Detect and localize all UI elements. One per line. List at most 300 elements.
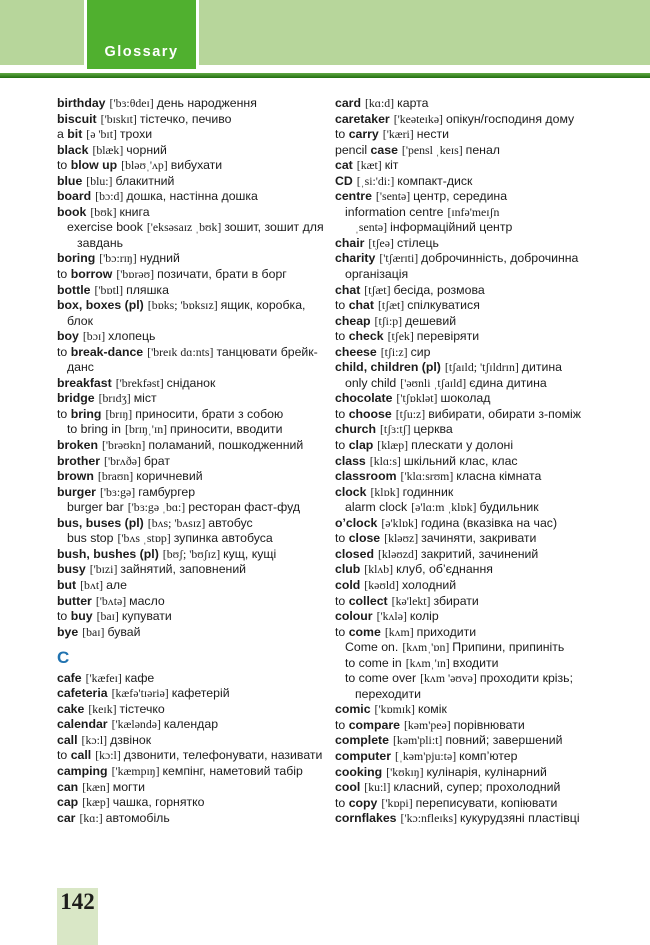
entry-word: club bbox=[335, 562, 361, 577]
entry-word: boring bbox=[57, 251, 96, 266]
entry-transcription: [kəm'peə] bbox=[403, 717, 451, 732]
entry-translation: купувати bbox=[121, 609, 172, 624]
entry-transcription: ['kæləndə] bbox=[111, 717, 161, 732]
entry-word: to come in bbox=[345, 655, 402, 670]
glossary-entry bbox=[335, 718, 623, 734]
glossary-entry bbox=[57, 407, 325, 423]
entry-prefix: a bbox=[57, 127, 68, 142]
entry-transcription: [blu:] bbox=[86, 173, 113, 188]
entry-word: close bbox=[348, 531, 381, 546]
entry-word: car bbox=[57, 810, 76, 825]
entry-translation: дитина bbox=[521, 360, 562, 375]
entry-word: breakfast bbox=[57, 375, 112, 390]
entry-word: only child bbox=[345, 375, 397, 390]
entry-word: burger bbox=[57, 484, 96, 499]
entry-transcription: [keɪk] bbox=[88, 701, 117, 716]
entry-word: cheese bbox=[335, 344, 377, 359]
entry-translation: трохи bbox=[119, 127, 153, 142]
entry-word: cooking bbox=[335, 764, 383, 779]
entry-word: caretaker bbox=[335, 111, 390, 126]
entry-transcription: [braʊn] bbox=[97, 469, 134, 484]
entry-translation: проходити крізь; переходити bbox=[355, 671, 573, 701]
glossary-entry bbox=[57, 454, 325, 470]
entry-translation: тістечко bbox=[119, 701, 165, 716]
entry-transcription: [brɪdʒ] bbox=[98, 391, 131, 406]
entry-word: CD bbox=[335, 173, 353, 188]
entry-word: chat bbox=[335, 282, 361, 297]
entry-translation: поламаний, пошкодженний bbox=[148, 438, 304, 453]
entry-transcription: ['pensl ˌkeɪs] bbox=[401, 142, 463, 157]
entry-transcription: [brɪŋ] bbox=[105, 406, 133, 421]
glossary-entry bbox=[335, 329, 623, 345]
entry-translation: комп’ютер bbox=[459, 748, 518, 763]
glossary-entry bbox=[335, 438, 623, 454]
glossary-entry bbox=[57, 174, 325, 190]
entry-translation: кіт bbox=[384, 158, 399, 173]
entry-transcription: ['kʌlə] bbox=[376, 609, 407, 624]
entry-translation: міст bbox=[133, 391, 157, 406]
entry-word: busy bbox=[57, 562, 86, 577]
entry-translation: перевіряти bbox=[416, 329, 480, 344]
entry-translation: ящик, коробка, блок bbox=[67, 298, 306, 328]
entry-translation: зайнятий, заповнений bbox=[120, 562, 247, 577]
entry-translation: карта bbox=[397, 96, 429, 110]
entry-transcription: ['bɒrəʊ] bbox=[116, 267, 155, 282]
entry-transcription: [bɒks; 'bɒksɪz] bbox=[147, 298, 218, 313]
glossary-entry bbox=[335, 547, 623, 563]
glossary-entry bbox=[57, 609, 325, 625]
entry-word: class bbox=[335, 453, 366, 468]
entry-transcription: [brɪŋˌ'ɪn] bbox=[125, 422, 168, 437]
entry-translation: шкільний клас, клас bbox=[403, 453, 518, 468]
entry-translation: коричневий bbox=[136, 469, 203, 484]
glossary-entry bbox=[335, 127, 623, 143]
entry-translation: приходити bbox=[416, 624, 477, 639]
entry-prefix: to bbox=[335, 624, 349, 639]
entry-word: bit bbox=[67, 127, 83, 142]
entry-transcription: [tʃi:z] bbox=[380, 344, 408, 359]
entry-transcription: ['bʌs ˌstɒp] bbox=[117, 531, 171, 546]
entry-word: boy bbox=[57, 329, 79, 344]
entry-translation: порівнювати bbox=[453, 717, 525, 732]
entry-word: Come on. bbox=[345, 640, 399, 655]
entry-translation: будильник bbox=[479, 500, 539, 515]
entry-transcription: ['kɒpi] bbox=[381, 795, 413, 810]
entry-word: but bbox=[57, 577, 77, 592]
entry-translation: центр, середина bbox=[413, 189, 508, 204]
entry-word: case bbox=[370, 142, 398, 157]
entry-transcription: [bʌs; 'bʌsɪz] bbox=[147, 515, 206, 530]
entry-translation: кулінарія, кулінарний bbox=[426, 764, 547, 779]
entry-prefix: to bbox=[335, 717, 349, 732]
entry-translation: книга bbox=[119, 204, 150, 219]
entry-translation: нудний bbox=[139, 251, 180, 266]
entry-word: birthday bbox=[57, 96, 106, 110]
entry-transcription: [ə 'bɪt] bbox=[86, 127, 117, 142]
entry-transcription: [kləʊz] bbox=[384, 531, 419, 546]
entry-translation: стілець bbox=[396, 235, 439, 250]
glossary-entry bbox=[335, 469, 623, 485]
entry-transcription: [tʃi:p] bbox=[374, 313, 403, 328]
glossary-entry bbox=[57, 625, 325, 641]
entry-word: check bbox=[348, 329, 384, 344]
entry-transcription: ['bɜ:θdeɪ] bbox=[109, 96, 154, 110]
entry-transcription: [kɔ:l] bbox=[95, 748, 121, 763]
glossary-entry bbox=[335, 205, 623, 236]
entry-transcription: [kʌm] bbox=[384, 624, 414, 639]
entry-word: book bbox=[57, 204, 87, 219]
entry-transcription: ['brʌðə] bbox=[104, 453, 141, 468]
entry-word: to come over bbox=[345, 671, 417, 686]
entry-transcription: ['kɒmɪk] bbox=[374, 702, 415, 717]
glossary-entry bbox=[57, 422, 325, 438]
glossary-entry bbox=[57, 547, 325, 563]
entry-transcription: [tʃu:z] bbox=[395, 406, 426, 421]
glossary-entry bbox=[57, 329, 325, 345]
entry-translation: календар bbox=[163, 717, 219, 732]
entry-translation: гамбургер bbox=[138, 484, 196, 499]
entry-word: butter bbox=[57, 593, 92, 608]
glossary-entry bbox=[335, 298, 623, 314]
entry-translation: зачиняти, закривати bbox=[421, 531, 537, 546]
entry-translation: бесіда, розмова bbox=[393, 282, 485, 297]
entry-word: clap bbox=[348, 438, 374, 453]
entry-word: copy bbox=[348, 795, 378, 810]
glossary-entry bbox=[57, 143, 325, 159]
entry-translation: сир bbox=[410, 344, 431, 359]
entry-translation: церква bbox=[413, 422, 453, 437]
glossary-entry bbox=[335, 609, 623, 625]
entry-translation: тістечко, печиво bbox=[139, 111, 232, 126]
entry-translation: входити bbox=[452, 655, 499, 670]
glossary-entry bbox=[335, 96, 623, 112]
entry-word: bush, bushes (pl) bbox=[57, 546, 159, 561]
glossary-entry bbox=[335, 189, 623, 205]
glossary-entry bbox=[335, 811, 623, 827]
entry-word: brother bbox=[57, 453, 101, 468]
entry-word: o’clock bbox=[335, 515, 378, 530]
glossary-entry bbox=[335, 283, 623, 299]
entry-word: colour bbox=[335, 609, 373, 624]
glossary-entry bbox=[57, 748, 325, 764]
entry-prefix: to bbox=[335, 406, 349, 421]
glossary-entry bbox=[57, 96, 325, 112]
entry-word: come bbox=[348, 624, 381, 639]
entry-translation: година (вказівка на час) bbox=[420, 515, 558, 530]
entry-transcription: ['klɑ:srʊm] bbox=[400, 469, 454, 484]
entry-transcription: [kæfə'tɪəriə] bbox=[111, 686, 169, 701]
entry-transcription: [baɪ] bbox=[96, 609, 119, 624]
entry-word: cornflakes bbox=[335, 811, 397, 826]
glossary-column-left bbox=[57, 96, 325, 826]
entry-translation: масло bbox=[129, 593, 165, 608]
glossary-entry bbox=[57, 189, 325, 205]
glossary-entry bbox=[335, 422, 623, 438]
entry-transcription: [kəm'pli:t] bbox=[393, 733, 443, 748]
page-number: 142 bbox=[60, 889, 95, 914]
entry-transcription: ['breɪk dɑ:nts] bbox=[147, 344, 214, 359]
glossary-entry bbox=[57, 811, 325, 827]
entry-word: cat bbox=[335, 158, 353, 173]
entry-word: broken bbox=[57, 438, 98, 453]
entry-transcription: [klʌb] bbox=[364, 562, 394, 577]
entry-translation: приносити, брати з собою bbox=[135, 406, 284, 421]
glossary-entry bbox=[57, 251, 325, 267]
entry-prefix: to bbox=[335, 438, 349, 453]
entry-transcription: [bləʊˌ'ʌp] bbox=[121, 158, 168, 173]
entry-transcription: [ə'lɑ:m ˌklɒk] bbox=[411, 500, 477, 515]
glossary-entry bbox=[57, 438, 325, 454]
entry-transcription: [ə'klɒk] bbox=[381, 515, 418, 530]
glossary-column-right bbox=[335, 96, 623, 827]
glossary-entry bbox=[335, 112, 623, 128]
entry-word: church bbox=[335, 422, 376, 437]
entry-translation: класна кімната bbox=[456, 469, 542, 484]
entry-translation: вибухати bbox=[170, 158, 223, 173]
entry-transcription: [kləʊzd] bbox=[377, 546, 418, 561]
entry-translation: вибирати, обирати з-поміж bbox=[428, 406, 582, 421]
entry-transcription: [kʌm 'əʊvə] bbox=[420, 671, 477, 686]
entry-transcription: [ˌsi:'di:] bbox=[356, 173, 395, 188]
glossary-entry bbox=[57, 112, 325, 128]
entry-transcription: ['tʃɒklət] bbox=[396, 391, 438, 406]
entry-word: blue bbox=[57, 173, 83, 188]
entry-translation: дзвонити, телефонувати, називати bbox=[123, 748, 323, 763]
glossary-entry bbox=[57, 500, 325, 516]
entry-transcription: [tʃek] bbox=[387, 329, 414, 344]
glossary-entry bbox=[57, 205, 325, 221]
entry-translation: але bbox=[106, 577, 127, 592]
entry-translation: зупинка автобуса bbox=[173, 531, 273, 546]
entry-word: borrow bbox=[70, 267, 113, 282]
entry-transcription: [tʃeə] bbox=[368, 235, 394, 250]
entry-translation: нести bbox=[416, 127, 450, 142]
entry-translation: кафетерій bbox=[171, 686, 230, 701]
entry-word: chair bbox=[335, 235, 365, 250]
entry-word: call bbox=[57, 732, 78, 747]
entry-word: cake bbox=[57, 701, 85, 716]
entry-transcription: [klɒk] bbox=[370, 484, 400, 499]
entry-word: bus, buses (pl) bbox=[57, 515, 144, 530]
entry-translation: танцювати брейк-данс bbox=[67, 344, 318, 375]
entry-word: complete bbox=[335, 733, 389, 748]
entry-word: chocolate bbox=[335, 391, 393, 406]
entry-transcription: [ku:l] bbox=[364, 780, 391, 795]
entry-word: cheap bbox=[335, 313, 371, 328]
entry-prefix: to bbox=[335, 593, 349, 608]
entry-translation: єдина дитина bbox=[469, 375, 547, 390]
glossary-entry bbox=[335, 640, 623, 656]
entry-transcription: ['bɒtl] bbox=[94, 282, 124, 297]
entry-transcription: ['kæfeɪ] bbox=[85, 670, 122, 685]
entry-translation: колір bbox=[409, 609, 439, 624]
entry-translation: шоколад bbox=[440, 391, 491, 406]
entry-transcription: [kə'lekt] bbox=[391, 593, 431, 608]
entry-word: clock bbox=[335, 484, 367, 499]
entry-transcription: ['brekfəst] bbox=[115, 375, 164, 390]
glossary-entry bbox=[335, 625, 623, 641]
entry-prefix: to bbox=[57, 609, 71, 624]
glossary-entry bbox=[335, 531, 623, 547]
glossary-entry bbox=[335, 236, 623, 252]
glossary-entry bbox=[57, 516, 325, 532]
entry-translation: дошка, настінна дошка bbox=[126, 189, 258, 204]
entry-word: call bbox=[70, 748, 92, 763]
entry-translation: пляшка bbox=[126, 282, 169, 297]
entry-transcription: [tʃæt] bbox=[364, 282, 391, 297]
entry-translation: доброчинність, доброчинна організація bbox=[345, 251, 579, 282]
entry-translation: зошит, зошит для завдань bbox=[77, 220, 324, 250]
entry-transcription: [kɔ:l] bbox=[81, 732, 108, 747]
entry-transcription: ['brəʊkn] bbox=[102, 438, 146, 453]
entry-transcription: ['əʊnli ˌtʃaɪld] bbox=[400, 375, 467, 390]
entry-translation: чорний bbox=[126, 142, 167, 157]
glossary-entry bbox=[335, 562, 623, 578]
entry-translation: день народження bbox=[156, 96, 257, 110]
glossary-entry bbox=[57, 298, 325, 329]
entry-transcription: [tʃaɪld; 'tʃɪldrɪn] bbox=[444, 360, 519, 375]
entry-word: bottle bbox=[57, 282, 91, 297]
entry-translation: приносити, вводити bbox=[170, 422, 283, 437]
entry-word: classroom bbox=[335, 469, 397, 484]
entry-translation: ресторан фаст-фуд bbox=[188, 500, 301, 515]
glossary-entry bbox=[335, 158, 623, 174]
entry-word: brown bbox=[57, 469, 94, 484]
entry-transcription: ['bɔ:rɪŋ] bbox=[99, 251, 137, 266]
entry-transcription: [ˌkəm'pju:tə] bbox=[395, 748, 457, 763]
entry-prefix: to bbox=[335, 329, 349, 344]
entry-translation: блакитний bbox=[115, 173, 175, 188]
entry-prefix: to bbox=[57, 344, 71, 359]
entry-prefix: to bbox=[335, 795, 349, 810]
glossary-entry bbox=[57, 469, 325, 485]
entry-transcription: ['sentə] bbox=[375, 189, 411, 204]
entry-translation: кукурудзяні пластівці bbox=[460, 811, 580, 826]
entry-transcription: [kɑ:d] bbox=[364, 96, 395, 110]
glossary-entry bbox=[57, 578, 325, 594]
glossary-entry bbox=[335, 671, 623, 702]
entry-word: alarm clock bbox=[345, 500, 408, 515]
entry-transcription: ['kæri] bbox=[382, 127, 414, 142]
glossary-entry bbox=[57, 733, 325, 749]
entry-word: collect bbox=[348, 593, 388, 608]
glossary-entry bbox=[335, 454, 623, 470]
glossary-entry bbox=[57, 158, 325, 174]
entry-transcription: ['bɪskɪt] bbox=[100, 111, 137, 126]
entry-word: cool bbox=[335, 780, 361, 795]
entry-prefix: to bbox=[57, 158, 71, 173]
entry-translation: дзвінок bbox=[110, 732, 152, 747]
entry-word: information centre bbox=[345, 204, 444, 219]
glossary-entry bbox=[335, 376, 623, 392]
entry-word: closed bbox=[335, 546, 374, 561]
entry-translation: Припини, припиніть bbox=[452, 640, 565, 655]
glossary-entry bbox=[57, 717, 325, 733]
glossary-entry bbox=[335, 174, 623, 190]
glossary-entry bbox=[335, 516, 623, 532]
entry-transcription: [bɔɪ] bbox=[82, 329, 106, 344]
glossary-entry bbox=[57, 671, 325, 687]
entry-translation: комік bbox=[417, 702, 447, 717]
glossary-entry bbox=[335, 251, 623, 282]
entry-transcription: [klæp] bbox=[377, 438, 409, 453]
entry-word: black bbox=[57, 142, 89, 157]
entry-word: centre bbox=[335, 189, 372, 204]
entry-word: burger bar bbox=[67, 500, 124, 515]
glossary-entry bbox=[57, 220, 325, 251]
entry-translation: сніданок bbox=[166, 375, 216, 390]
entry-word: child, children (pl) bbox=[335, 360, 441, 375]
entry-transcription: ['bɜ:gə ˌbɑ:] bbox=[127, 500, 186, 515]
entry-word: cafeteria bbox=[57, 686, 108, 701]
header-divider-rule bbox=[0, 73, 650, 78]
glossary-entry bbox=[335, 749, 623, 765]
entry-word: card bbox=[335, 96, 361, 110]
glossary-entry bbox=[57, 267, 325, 283]
entry-word: buy bbox=[70, 609, 93, 624]
entry-translation: кущ, кущі bbox=[223, 546, 277, 561]
entry-translation: збирати bbox=[433, 593, 479, 608]
entry-translation: кемпінг, наметовий табір bbox=[162, 763, 303, 778]
entry-translation: брат bbox=[143, 453, 170, 468]
entry-translation: інформаційний центр bbox=[390, 220, 513, 235]
glossary-entry bbox=[335, 485, 623, 501]
entry-translation: хлопець bbox=[108, 329, 156, 344]
entry-transcription: [kæp] bbox=[82, 795, 110, 810]
glossary-entry bbox=[57, 376, 325, 392]
glossary-entry bbox=[335, 656, 623, 672]
glossary-entry bbox=[335, 345, 623, 361]
entry-translation: повний; завершений bbox=[445, 733, 563, 748]
entry-translation: клуб, об’єднання bbox=[396, 562, 493, 577]
entry-word: break-dance bbox=[70, 344, 144, 359]
entry-transcription: [kæt] bbox=[356, 158, 382, 173]
entry-translation: переписувати, копіювати bbox=[415, 795, 558, 810]
entry-translation: класний, супер; прохолодний bbox=[393, 780, 561, 795]
entry-transcription: ['tʃærɪti] bbox=[379, 251, 419, 266]
entry-prefix: to bbox=[335, 127, 349, 142]
glossary-entry bbox=[335, 360, 623, 376]
entry-word: bring bbox=[70, 406, 102, 421]
glossary-entry bbox=[57, 702, 325, 718]
entry-word: choose bbox=[348, 406, 392, 421]
entry-translation: могти bbox=[112, 779, 146, 794]
entry-word: carry bbox=[348, 127, 379, 142]
entry-transcription: [tʃæt] bbox=[377, 298, 405, 313]
entry-word: bus stop bbox=[67, 531, 114, 546]
entry-transcription: [kæn] bbox=[82, 779, 110, 794]
glossary-entry bbox=[335, 796, 623, 812]
glossary-entry bbox=[57, 531, 325, 547]
entry-word: cold bbox=[335, 577, 361, 592]
entry-word: bridge bbox=[57, 391, 95, 406]
entry-transcription: ['kæmpɪŋ] bbox=[111, 763, 160, 778]
entry-word: exercise book bbox=[67, 220, 143, 235]
entry-word: biscuit bbox=[57, 111, 97, 126]
entry-transcription: [bɔ:d] bbox=[95, 189, 124, 204]
entry-word: board bbox=[57, 189, 92, 204]
entry-transcription: ['bʌtə] bbox=[95, 593, 127, 608]
entry-prefix: to bbox=[335, 531, 349, 546]
entry-transcription: ['kʊkɪŋ] bbox=[386, 764, 424, 779]
entry-transcription: [bʊʃ; 'bʊʃɪz] bbox=[162, 546, 221, 561]
glossary-entry bbox=[335, 407, 623, 423]
entry-translation: кафе bbox=[124, 670, 155, 685]
entry-translation: дешевий bbox=[405, 313, 457, 328]
glossary-entry bbox=[335, 780, 623, 796]
entry-word: bye bbox=[57, 624, 79, 639]
entry-transcription: [kʌmˌ'ɪn] bbox=[405, 655, 450, 670]
